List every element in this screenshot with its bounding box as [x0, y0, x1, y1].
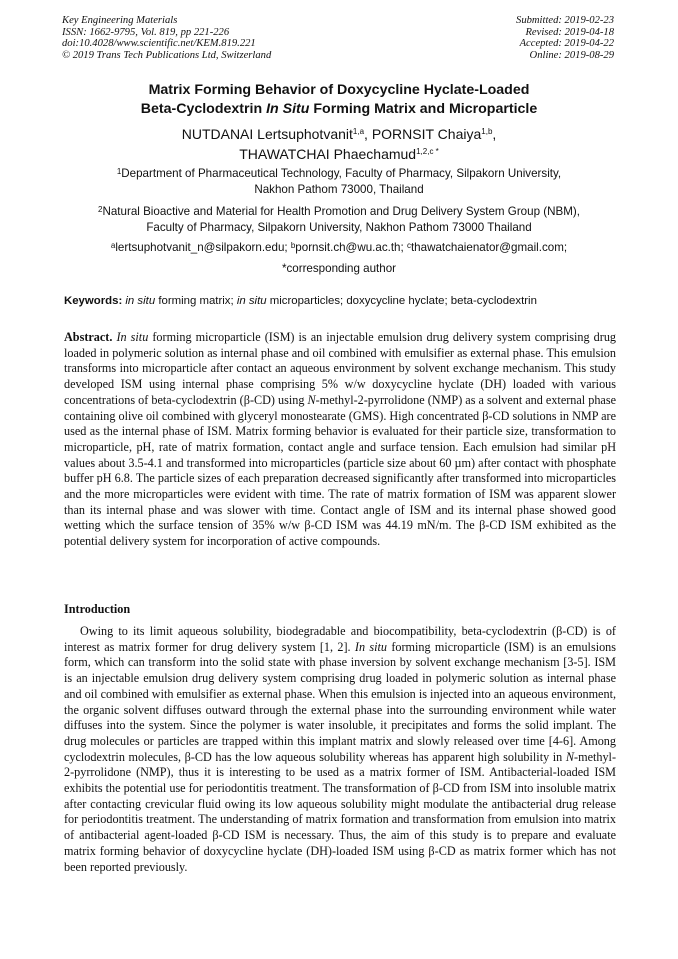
paper-title: [40, 81, 638, 119]
keyword-text: microparticles; doxycycline hyclate; beta-cyclodextrin: [266, 295, 537, 307]
author-name: PORNSIT Chaiya: [371, 126, 482, 142]
accepted-date: Accepted: 2019-04-22: [519, 38, 614, 50]
journal-info: [62, 15, 271, 61]
author-name: THAWATCHAI Phaechamud: [239, 146, 417, 162]
introduction-heading: Introduction: [64, 602, 131, 616]
affiliation-line: [50, 166, 628, 182]
affiliation-text: Department of Pharmaceutical Technology, Faculty of Pharmacy, Silpakorn University,: [121, 167, 562, 180]
copyright: © 2019 Trans Tech Publications Ltd, Switzerland: [62, 49, 272, 61]
submitted-date: Submitted: 2019-02-23: [516, 15, 614, 26]
author-list: [40, 124, 638, 164]
abstract-text: -methyl-2-pyrrolidone (NMP) as a solvent and external phase containing olive oil combined with glyceryl monostearate (GMS). High concentrated β-CD solutions in NMP are used as the internal phase of ISM. Matrix forming behavior is evaluated for their particle size, transformation to microparticle, pH, rate of matrix formation, contact angle and surface tension. Each emulsion had similar pH values about 3.5-4.1 and transformed into microparticles (particle size about 60 µm) after contact with phosphate buffer pH 6.8. The particle sizes of each preparation decreased significantly after transformed into microparticles and the more microparticles were evident with time. The rate of matrix formation of ISM was apparent slower than its internal phase and was slower with time. Contact angle of ISM and its internal phase showed good wetting which the surface tension of 35% w/w β-CD ISM was 44.19 mN/m. The β-CD ISM exhibited as the potential delivery system for incorporation of active compounds.: [64, 392, 616, 549]
separator: ,: [364, 126, 372, 142]
keywords: [64, 294, 619, 309]
abstract-label: Abstract.: [64, 330, 113, 344]
title-italic: In Situ: [266, 101, 310, 117]
affiliation-1: [50, 166, 628, 198]
author-superscript: 1,b: [481, 127, 493, 136]
journal-name: Key Engineering Materials: [62, 15, 178, 26]
email-address[interactable]: pornsit.ch@wu.ac.th;: [295, 241, 407, 254]
affiliation-2: [50, 204, 628, 236]
authors-line-2: [40, 144, 638, 164]
author-superscript: 1,a: [352, 127, 365, 136]
issn: ISSN: 1662-9795, Vol. 819, pp 221-226: [62, 26, 230, 38]
authors-line-1: [40, 124, 638, 144]
online-date: Online: 2019-08-29: [529, 49, 614, 61]
affiliation-line: [50, 204, 628, 220]
intro-text: Owing to its limit aqueous solubility, biodegradable and biocompatibility, beta-cyclodextrin (β-CD) is of interest as matrix former for drug delivery system [1, 2].: [64, 624, 616, 654]
intro-text: forming microparticle (ISM) is an emulsions form, which can transform into the solid state with phase inversion by solvent exchange mechanism [3-5]. ISM is an injectable emulsion drug delivery system comprising drug loaded in polymeric solution as internal phase and oil combined with emulsifier as external phase. When this emulsion is injected into an aqueous environment, the organic solvent diffuses outward through the external phase into the surrounding environment while water diffuses into the system. Since the polymer is water insoluble, it precipitates and forms the solid implant. The drug molecules or particles are trapped within this implant matrix and slowly released over time [4-6]. Among cyclodextrin molecules, β-CD has the low aqueous solubility whereas has apparent high solubility in: [64, 639, 617, 764]
title-line-2: [40, 100, 638, 119]
separator: ,: [492, 126, 497, 142]
intro-italic: In situ: [354, 639, 388, 654]
affiliation-line: Nakhon Pathom 73000, Thailand: [254, 183, 424, 196]
title-text: Forming Matrix and Microparticle: [309, 101, 538, 117]
title-line-1: Matrix Forming Behavior of Doxycycline Hyclate-Loaded: [148, 82, 530, 98]
abstract: [64, 330, 616, 550]
introduction-paragraph: [64, 624, 616, 875]
abstract-italic: In situ: [116, 330, 149, 344]
revised-date: Revised: 2019-04-18: [525, 26, 614, 38]
keyword-italic: in situ: [236, 295, 267, 307]
author-name: NUTDANAI Lertsuphotvanit: [181, 126, 353, 142]
email-superscript: c: [406, 241, 411, 250]
email-address[interactable]: thawatchaienator@gmail.com;: [410, 241, 568, 254]
author-emails: [50, 240, 628, 256]
keyword-italic: in situ: [125, 295, 156, 307]
publication-dates: [516, 15, 614, 61]
title-text: Beta-Cyclodextrin: [140, 101, 267, 117]
keyword-text: forming matrix;: [155, 295, 237, 307]
affiliation-superscript: 2: [98, 205, 103, 214]
intro-text: -methyl-2-pyrrolidone (NMP), thus it is interesting to be used as a matrix former of ISM. Antibacterial-loaded ISM exhibits the potential use for periodontitis treatment. The transformation of β-CD from ISM into insoluble matrix after contacting crevicular fluid owing its low aqueous solubility might modulate the antibacterial drug release for periodontitis treatment. The understanding of matrix formation and transformation from emulsion into matrix of antibacterial agent-loaded β-CD ISM is necessary. Thus, the aim of this study is to prepare and evaluate matrix forming behavior of doxycycline hyclate (DH)-loaded ISM using β-CD as matrix former which has not been reported previously.: [64, 749, 616, 874]
author-superscript: 1,2,c *: [416, 147, 439, 156]
email-address[interactable]: lertsuphotvanit_n@silpakorn.edu;: [115, 241, 291, 254]
affiliation-text: Natural Bioactive and Material for Health Promotion and Drug Delivery System Group (NBM),: [102, 205, 580, 218]
keywords-label: Keywords:: [64, 295, 123, 307]
affiliation-line: Faculty of Pharmacy, Silpakorn University, Nakhon Pathom 73000 Thailand: [146, 221, 532, 234]
corresponding-author-note: *corresponding author: [281, 262, 397, 275]
abstract-text: forming microparticle (ISM) is an injectable emulsion drug delivery system comprising drug loaded in polymeric solution as internal phase and oil combined with emulsifier as external phase. This emulsion transforms into microparticle after contact an aqueous environment by solvent exchange mechanism. This study developed ISM using internal phase comprising 5% w/w doxycycline hyclate (DH) loaded with various concentrations of beta-cyclodextrin (β-CD) using: [64, 330, 617, 407]
abstract-italic: N: [307, 392, 316, 407]
intro-italic: N: [565, 749, 575, 764]
affiliation-superscript: 1: [116, 167, 122, 176]
email-superscript: b: [290, 241, 296, 250]
email-superscript: a: [110, 241, 116, 250]
doi: doi:10.4028/www.scientific.net/KEM.819.221: [62, 38, 256, 50]
